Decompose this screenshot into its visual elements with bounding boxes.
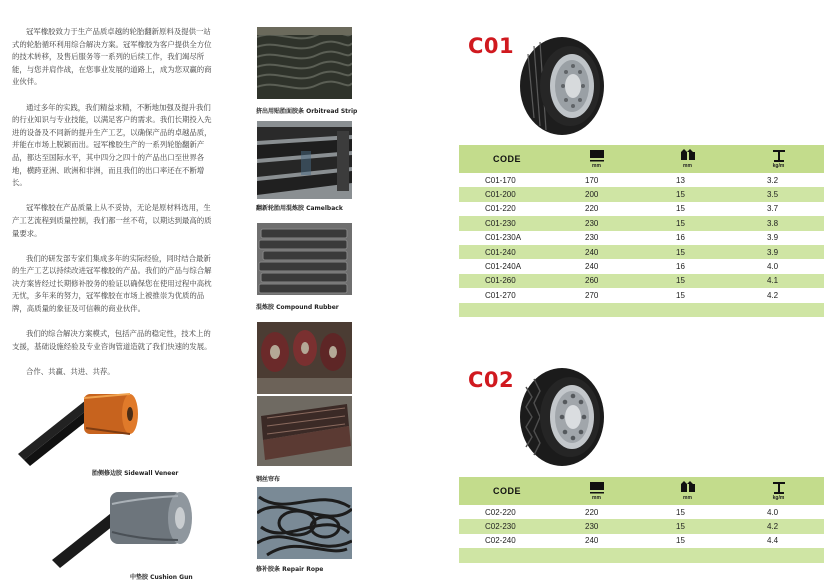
- sidewall-veneer-image: [12, 388, 142, 468]
- table-row: C01-230A 230 16 3.9: [459, 231, 824, 245]
- table-row: C01-230 230 15 3.8: [459, 216, 824, 230]
- repair-rope-photo: [257, 487, 352, 559]
- depth-column-header: mm: [642, 477, 733, 505]
- compound-rubber-photo: [257, 223, 352, 295]
- tread-width-icon: [589, 481, 605, 495]
- c02-spec-table: [459, 477, 824, 563]
- orbitread-strip-caption: 挤出用贴胎面胶条 Orbitread Strip: [256, 108, 358, 115]
- table-row: C02-230 230 15 4.2: [459, 519, 824, 533]
- c01-spec-table: [459, 145, 824, 317]
- c01-model-label: C01: [468, 34, 515, 58]
- table-row: C01-170 170 13 3.2: [459, 173, 824, 187]
- compound-rubber-caption: 混炼胶 Compound Rubber: [256, 304, 339, 311]
- c02-table-header: [459, 477, 824, 505]
- tread-depth-icon: [680, 481, 696, 495]
- table-row: C01-240A 240 16 4.0: [459, 259, 824, 273]
- table-row: C02-220 220 15 4.0: [459, 505, 824, 519]
- table-row: C01-200 200 15 3.5: [459, 187, 824, 201]
- c02-tire-image: [518, 367, 606, 467]
- table-row: [459, 548, 824, 562]
- intro-slogan: 合作、共赢、共进、共荐。: [26, 367, 115, 377]
- intro-text: [12, 26, 212, 391]
- intro-paragraph: 我们的综合解决方案模式，包括产品的稳定性，技术上的支援，基础设施经验及专业咨询管道造就了我们快速的发展。: [12, 329, 212, 351]
- tread-depth-icon: [680, 149, 696, 163]
- camelback-caption: 翻新轮胎用混炼胶 Camelback: [256, 205, 343, 212]
- scale-weight-icon: [771, 149, 787, 163]
- table-row: C01-240 240 15 3.9: [459, 245, 824, 259]
- c02-model-label: C02: [468, 368, 515, 392]
- factory-rolls-photo: [257, 322, 352, 394]
- code-column-header: CODE: [459, 477, 551, 505]
- intro-paragraph: 冠军橡胶在产品质量上从不妥协，无论是原材料选用，生产工艺流程到质量控制，我们都一丝不苟，以期达到最高的质量要求。: [12, 203, 212, 238]
- steel-cord-photo: [257, 396, 352, 466]
- steel-cord-caption: 钢丝帘布: [256, 476, 281, 483]
- intro-paragraph: 我们的研发部专家们集成多年的实际经验，同时结合最新的生产工艺以持续改进冠军橡胶的产品。我们的产品与综合解决方案皆经过长期修补胶务的验证以确保您在使用过程中高枕无忧，多年来的努力，冠军橡胶在市场上被推崇为优质的品牌，高质量的象征及可信赖的商业伙伴。: [12, 253, 212, 314]
- cushion-gum-image: [50, 484, 200, 572]
- table-row: C01-220 220 15 3.7: [459, 202, 824, 216]
- weight-column-header: kg/m: [733, 477, 824, 505]
- camelback-photo: [257, 121, 352, 199]
- cushion-gum-caption: 中垫胶 Cushion Gun: [130, 574, 193, 581]
- depth-column-header: mm: [642, 145, 733, 173]
- sidewall-veneer-caption: 胎侧修边胶 Sidewall Veneer: [92, 470, 179, 477]
- weight-column-header: kg/m: [733, 145, 824, 173]
- intro-paragraph: 通过多年的实践，我们精益求精，不断地加强及提升我们的行业知识与专业技能，以满足客户的需求。我们长期投入先进的设备及不同新的提升生产工艺，以确保产品的卓越品质，并能在市场上脱颖而出。冠军橡胶生产的一系列轮胎翻新产品，都达至国际水平，其中四分之四十的产品出口至世界各地，横跨亚洲、欧洲和非洲，而且我们的出口率还在不断增长。: [12, 102, 212, 188]
- code-column-header: CODE: [459, 145, 551, 173]
- repair-rope-caption: 修补胶条 Repair Rope: [256, 566, 324, 573]
- width-column-header: mm: [551, 477, 642, 505]
- intro-paragraph: 冠军橡胶致力于生产品质卓越的轮胎翻新原料及提供一站式的轮胎循环利用综合解决方案。冠军橡胶为客户提供全方位的技术转移，及售后服务等一系列的后续工作，我们竭尽所能，与您并肩作战，在您事业发展的道路上，成为您双赢的商业伙伴。: [12, 27, 212, 87]
- table-row: C02-240 240 15 4.4: [459, 534, 824, 548]
- scale-weight-icon: [771, 481, 787, 495]
- c01-table-header: [459, 145, 824, 173]
- c01-tire-image: [518, 36, 606, 136]
- table-row: [459, 303, 824, 317]
- table-row: C01-270 270 15 4.2: [459, 288, 824, 302]
- tread-width-icon: [589, 149, 605, 163]
- orbitread-strip-photo: [257, 27, 352, 99]
- width-column-header: mm: [551, 145, 642, 173]
- table-row: C01-260 260 15 4.1: [459, 274, 824, 288]
